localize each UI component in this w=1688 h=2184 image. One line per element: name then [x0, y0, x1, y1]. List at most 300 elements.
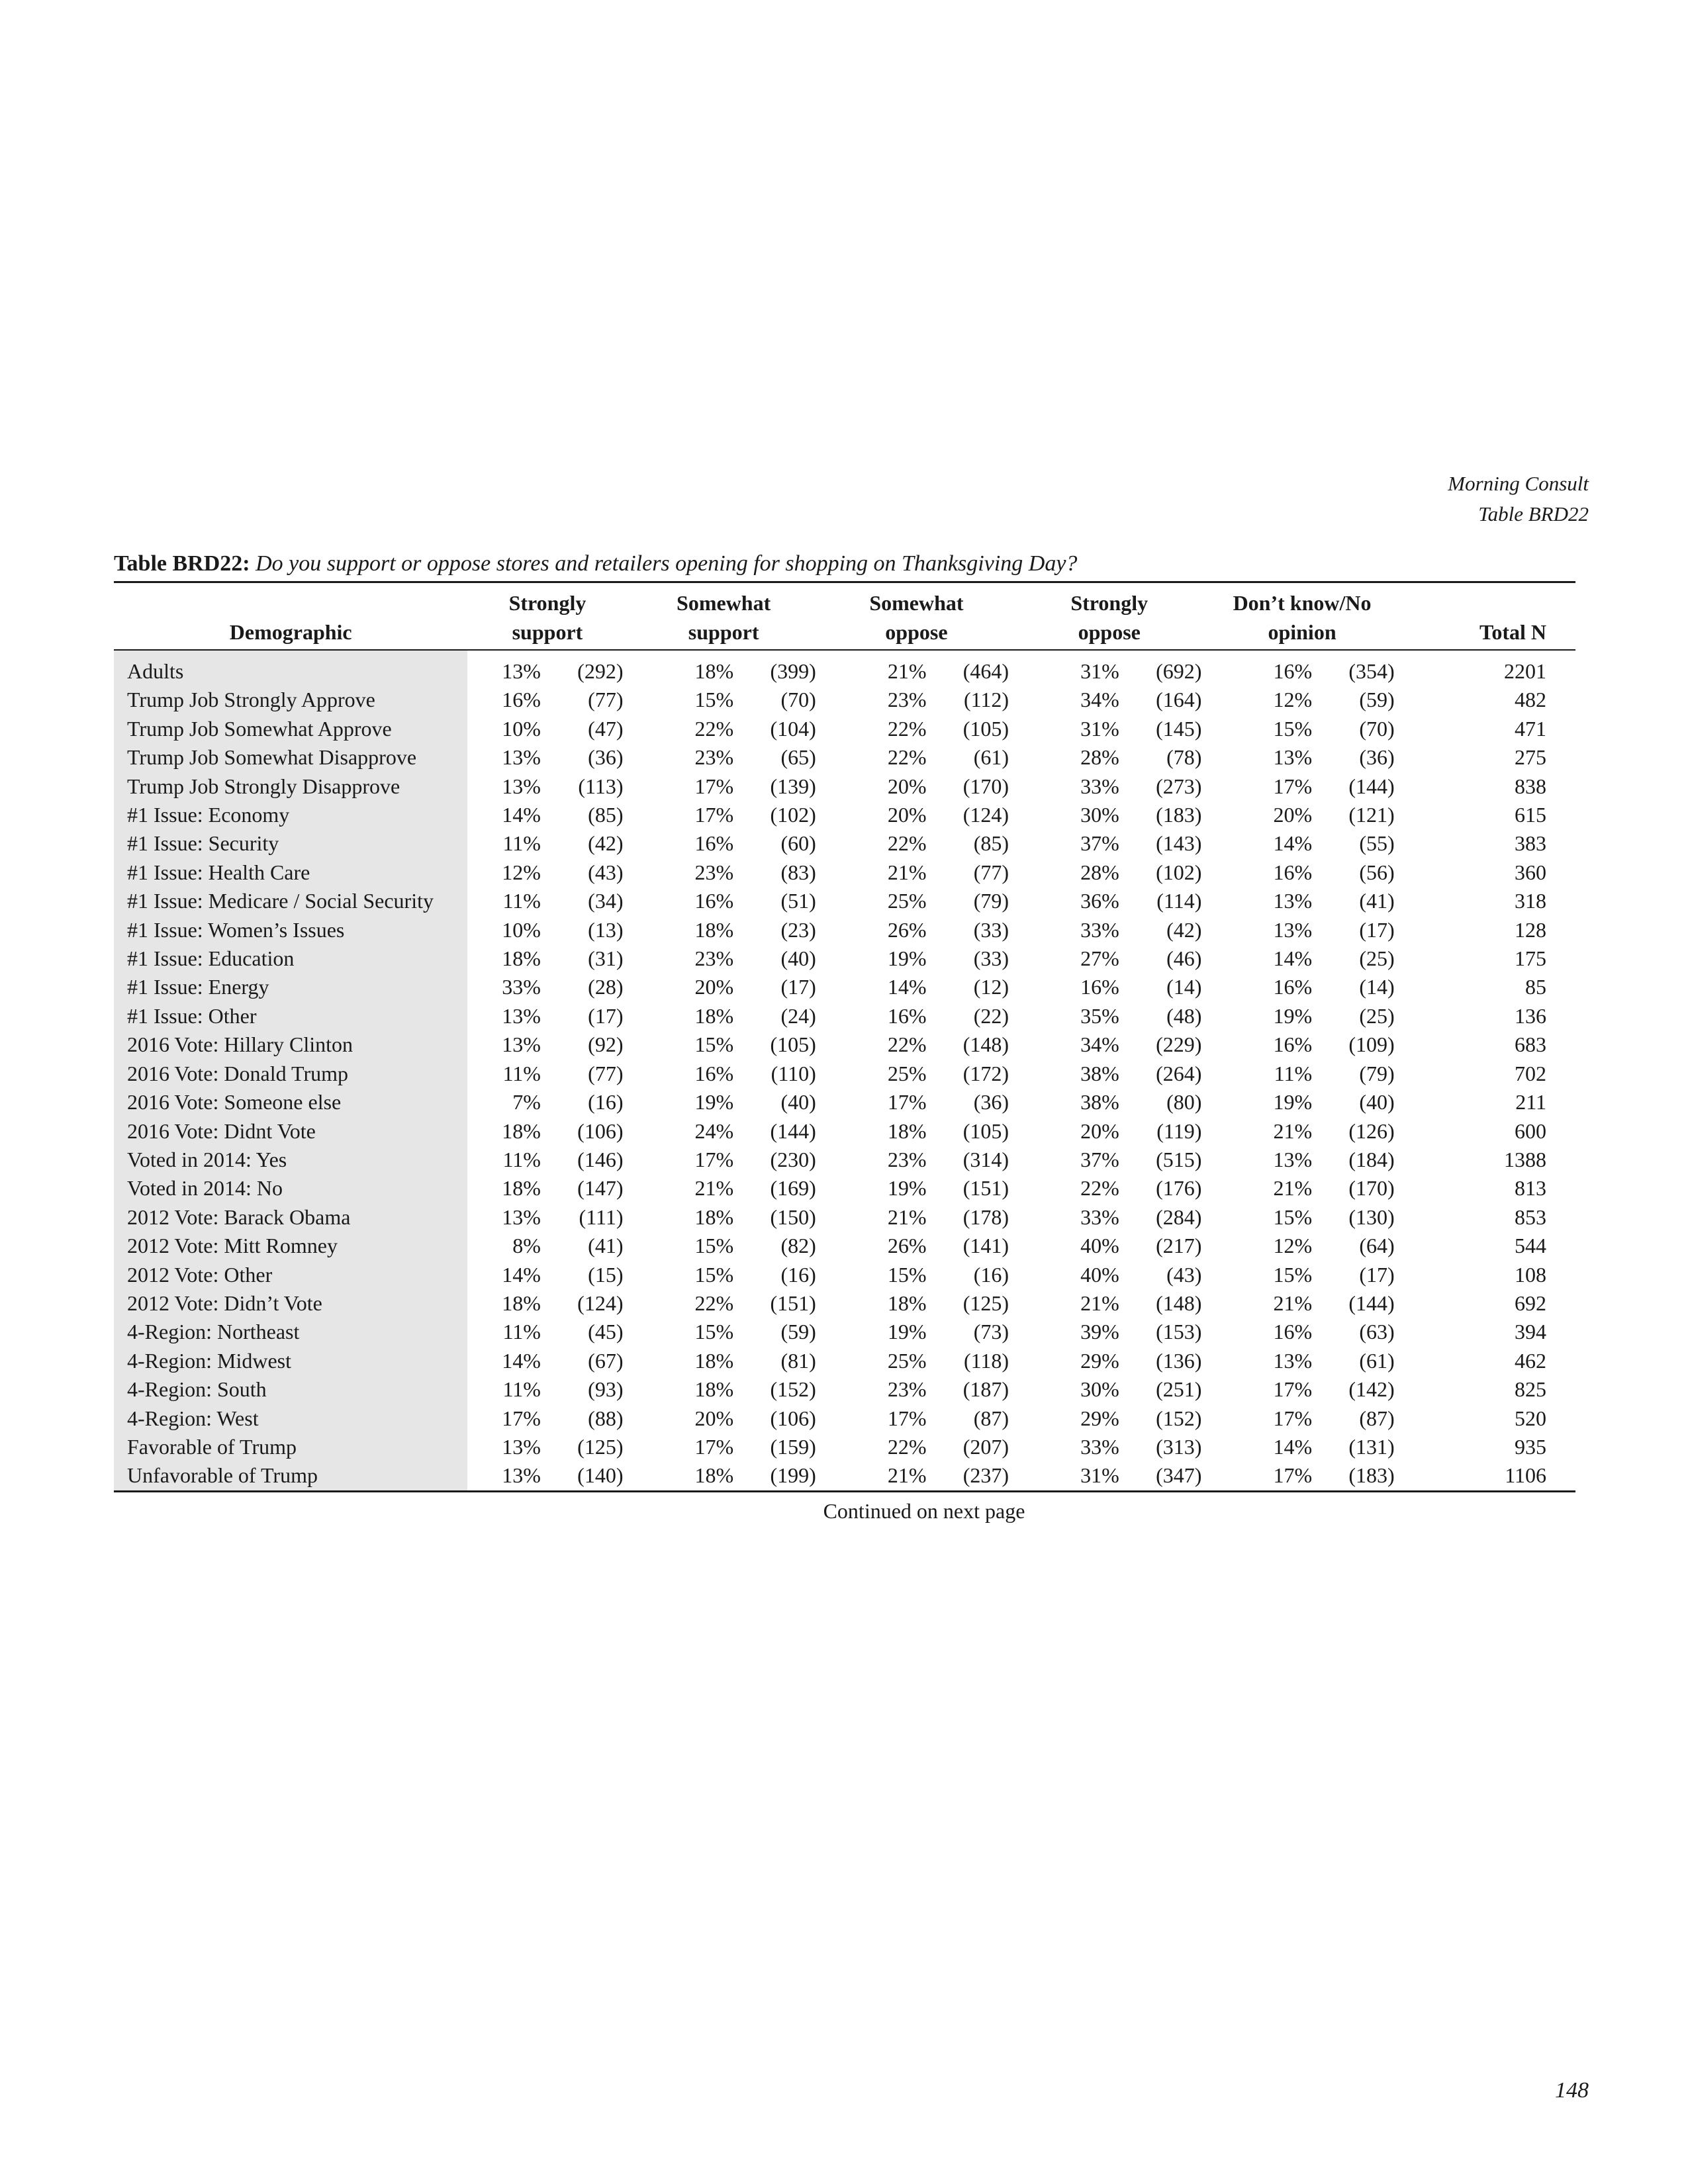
cell-percent: 15%: [887, 1262, 927, 1287]
row-demographic: #1 Issue: Energy: [114, 973, 467, 1001]
cell-percent: 29%: [1080, 1348, 1119, 1373]
cell-percent: 18%: [502, 1118, 541, 1143]
table-row: [114, 1318, 1575, 1346]
cell-count: (106): [577, 1118, 624, 1143]
cell-percent: 15%: [694, 688, 734, 712]
row-demographic: Unfavorable of Trump: [114, 1461, 467, 1491]
cell-total-n: 275: [1515, 745, 1546, 770]
col-header-demographic: Demographic: [114, 583, 467, 650]
table-row: [114, 1461, 1575, 1491]
cell-percent: 13%: [502, 774, 541, 798]
table-row: [114, 1232, 1575, 1260]
cell-percent: 18%: [502, 1291, 541, 1315]
cell-count: (105): [770, 1032, 816, 1057]
row-demographic: Trump Job Strongly Disapprove: [114, 772, 467, 801]
cell-percent: 13%: [502, 1003, 541, 1028]
cell-percent: 13%: [502, 1032, 541, 1057]
cell-count: (77): [588, 688, 624, 712]
cell-count: (121): [1348, 803, 1395, 827]
table-row: [114, 686, 1575, 714]
table-row: [114, 944, 1575, 973]
cell-count: (692): [1156, 659, 1202, 683]
cell-percent: 34%: [1080, 688, 1119, 712]
row-demographic: #1 Issue: Economy: [114, 801, 467, 829]
cell-count: (131): [1348, 1434, 1395, 1459]
table-row: [114, 858, 1575, 887]
col-header-total-n: Total N: [1399, 583, 1575, 650]
cell-count: (17): [1359, 917, 1395, 942]
cell-count: (105): [962, 716, 1009, 741]
cell-count: (79): [1359, 1061, 1395, 1085]
row-demographic: 2012 Vote: Didn’t Vote: [114, 1289, 467, 1318]
cell-count: (199): [770, 1463, 816, 1488]
cell-percent: 26%: [887, 1234, 927, 1258]
cell-percent: 17%: [694, 803, 734, 827]
cell-percent: 18%: [694, 1205, 734, 1229]
row-demographic: 2016 Vote: Someone else: [114, 1088, 467, 1116]
cell-count: (81): [780, 1348, 816, 1373]
row-demographic: 2012 Vote: Other: [114, 1261, 467, 1289]
cell-percent: 15%: [694, 1262, 734, 1287]
table-row: [114, 887, 1575, 915]
cell-count: (48): [1166, 1003, 1202, 1028]
table-container: [114, 549, 1575, 1524]
row-demographic: 2012 Vote: Mitt Romney: [114, 1232, 467, 1260]
cell-percent: 12%: [1273, 688, 1313, 712]
cell-percent: 36%: [1080, 889, 1119, 913]
cell-percent: 17%: [694, 774, 734, 798]
cell-count: (33): [973, 917, 1009, 942]
cell-count: (184): [1348, 1147, 1395, 1171]
cell-count: (85): [588, 803, 624, 827]
cell-percent: 37%: [1080, 831, 1119, 856]
cell-count: (41): [588, 1234, 624, 1258]
row-demographic: Trump Job Strongly Approve: [114, 686, 467, 714]
cell-percent: 38%: [1080, 1090, 1119, 1115]
cell-count: (112): [963, 688, 1009, 712]
cell-total-n: 600: [1515, 1118, 1546, 1143]
cell-total-n: 482: [1515, 688, 1546, 712]
cell-percent: 17%: [694, 1147, 734, 1171]
cell-count: (40): [1359, 1090, 1395, 1115]
cell-count: (144): [770, 1118, 816, 1143]
cell-percent: 23%: [887, 688, 927, 712]
cell-percent: 10%: [502, 917, 541, 942]
cell-count: (93): [588, 1377, 624, 1402]
cell-percent: 20%: [694, 975, 734, 999]
cell-percent: 18%: [694, 1003, 734, 1028]
cell-count: (347): [1156, 1463, 1202, 1488]
cell-count: (151): [962, 1176, 1009, 1201]
cell-percent: 20%: [887, 803, 927, 827]
cell-percent: 27%: [1080, 946, 1119, 971]
cell-total-n: 702: [1515, 1061, 1546, 1085]
cell-percent: 15%: [694, 1234, 734, 1258]
cell-count: (36): [588, 745, 624, 770]
table-header-row: [114, 583, 1575, 650]
cell-count: (172): [962, 1061, 1009, 1085]
cell-percent: 13%: [1273, 917, 1313, 942]
row-demographic: #1 Issue: Women’s Issues: [114, 916, 467, 944]
cell-percent: 30%: [1080, 1377, 1119, 1402]
cell-total-n: 692: [1515, 1291, 1546, 1315]
table-row: [114, 1404, 1575, 1433]
cell-count: (207): [962, 1434, 1009, 1459]
page-number: 148: [1555, 2078, 1589, 2103]
cell-percent: 14%: [1273, 831, 1313, 856]
cell-percent: 20%: [694, 1406, 734, 1430]
cell-percent: 16%: [502, 688, 541, 712]
cell-percent: 21%: [1273, 1176, 1313, 1201]
cell-percent: 14%: [887, 975, 927, 999]
row-demographic: 4-Region: South: [114, 1375, 467, 1404]
cell-total-n: 520: [1515, 1406, 1546, 1430]
table-row: [114, 1146, 1575, 1174]
cell-count: (178): [962, 1205, 1009, 1229]
cell-total-n: 211: [1515, 1090, 1546, 1115]
cell-count: (237): [962, 1463, 1009, 1488]
cell-count: (65): [780, 745, 816, 770]
cell-total-n: 471: [1515, 716, 1546, 741]
cell-count: (145): [1156, 716, 1202, 741]
cell-percent: 35%: [1080, 1003, 1119, 1028]
cell-count: (61): [973, 745, 1009, 770]
cell-total-n: 838: [1515, 774, 1546, 798]
cell-percent: 19%: [1273, 1003, 1313, 1028]
table-row: [114, 743, 1575, 772]
cell-percent: 40%: [1080, 1234, 1119, 1258]
cell-count: (64): [1359, 1234, 1395, 1258]
cell-count: (170): [962, 774, 1009, 798]
cell-percent: 22%: [887, 716, 927, 741]
cell-percent: 33%: [1080, 1205, 1119, 1229]
crosstab-table: [114, 581, 1575, 1492]
cell-count: (150): [770, 1205, 816, 1229]
cell-percent: 21%: [1273, 1118, 1313, 1143]
cell-count: (148): [962, 1032, 1009, 1057]
cell-total-n: 544: [1515, 1234, 1546, 1258]
cell-count: (24): [780, 1003, 816, 1028]
table-row: [114, 1203, 1575, 1232]
cell-count: (70): [1359, 716, 1395, 741]
cell-count: (16): [973, 1262, 1009, 1287]
cell-percent: 37%: [1080, 1147, 1119, 1171]
cell-count: (82): [780, 1234, 816, 1258]
cell-count: (141): [962, 1234, 1009, 1258]
cell-percent: 16%: [887, 1003, 927, 1028]
cell-count: (118): [963, 1348, 1009, 1373]
cell-percent: 16%: [694, 831, 734, 856]
table-row: [114, 1060, 1575, 1088]
cell-percent: 19%: [694, 1090, 734, 1115]
col-header-strongly-support: Strongly support: [467, 583, 627, 650]
cell-percent: 22%: [887, 1434, 927, 1459]
cell-count: (87): [973, 1406, 1009, 1430]
cell-count: (147): [577, 1176, 624, 1201]
table-row: [114, 801, 1575, 829]
cell-count: (13): [588, 917, 624, 942]
cell-percent: 13%: [1273, 1147, 1313, 1171]
cell-percent: 31%: [1080, 716, 1119, 741]
cell-count: (45): [588, 1320, 624, 1344]
header-org: Morning Consult: [1448, 472, 1589, 495]
table-row: [114, 1088, 1575, 1116]
cell-count: (12): [973, 975, 1009, 999]
cell-count: (79): [973, 889, 1009, 913]
cell-total-n: 683: [1515, 1032, 1546, 1057]
table-row: [114, 973, 1575, 1001]
cell-percent: 19%: [887, 1320, 927, 1344]
cell-percent: 15%: [694, 1320, 734, 1344]
cell-percent: 19%: [887, 1176, 927, 1201]
cell-percent: 21%: [887, 860, 927, 884]
cell-percent: 23%: [887, 1147, 927, 1171]
cell-count: (140): [577, 1463, 624, 1488]
cell-count: (125): [577, 1434, 624, 1459]
row-demographic: #1 Issue: Medicare / Social Security: [114, 887, 467, 915]
cell-count: (102): [770, 803, 816, 827]
cell-count: (124): [577, 1291, 624, 1315]
cell-percent: 15%: [1273, 1262, 1313, 1287]
cell-percent: 23%: [694, 860, 734, 884]
cell-percent: 29%: [1080, 1406, 1119, 1430]
cell-percent: 16%: [1080, 975, 1119, 999]
cell-count: (60): [780, 831, 816, 856]
cell-percent: 16%: [1273, 975, 1313, 999]
cell-percent: 13%: [502, 1463, 541, 1488]
cell-count: (25): [1359, 1003, 1395, 1028]
cell-count: (146): [577, 1147, 624, 1171]
cell-percent: 18%: [694, 917, 734, 942]
cell-count: (17): [1359, 1262, 1395, 1287]
cell-percent: 30%: [1080, 803, 1119, 827]
cell-percent: 21%: [887, 1205, 927, 1229]
cell-percent: 16%: [1273, 860, 1313, 884]
cell-count: (88): [588, 1406, 624, 1430]
cell-total-n: 2201: [1504, 659, 1546, 683]
cell-percent: 11%: [502, 889, 541, 913]
cell-percent: 24%: [694, 1118, 734, 1143]
header-table-ref: Table BRD22: [1478, 502, 1589, 525]
cell-percent: 14%: [1273, 946, 1313, 971]
table-title: [114, 549, 1575, 578]
cell-count: (152): [1156, 1406, 1202, 1430]
table-row: [114, 1030, 1575, 1059]
cell-count: (159): [770, 1434, 816, 1459]
cell-count: (33): [973, 946, 1009, 971]
row-demographic: #1 Issue: Security: [114, 829, 467, 858]
table-row: [114, 1261, 1575, 1289]
cell-percent: 18%: [502, 946, 541, 971]
cell-count: (144): [1348, 774, 1395, 798]
cell-percent: 11%: [502, 1377, 541, 1402]
cell-percent: 22%: [887, 745, 927, 770]
cell-count: (87): [1359, 1406, 1395, 1430]
cell-count: (169): [770, 1176, 816, 1201]
cell-count: (36): [1359, 745, 1395, 770]
cell-count: (22): [973, 1003, 1009, 1028]
row-demographic: 4-Region: Northeast: [114, 1318, 467, 1346]
cell-percent: 33%: [1080, 917, 1119, 942]
cell-count: (61): [1359, 1348, 1395, 1373]
table-row: [114, 1347, 1575, 1375]
table-row: [114, 1117, 1575, 1146]
cell-count: (264): [1156, 1061, 1202, 1085]
row-demographic: Trump Job Somewhat Disapprove: [114, 743, 467, 772]
cell-percent: 21%: [887, 659, 927, 683]
cell-total-n: 462: [1515, 1348, 1546, 1373]
cell-percent: 33%: [1080, 774, 1119, 798]
cell-count: (59): [780, 1320, 816, 1344]
cell-total-n: 136: [1515, 1003, 1546, 1028]
cell-percent: 17%: [1273, 1377, 1313, 1402]
row-demographic: Favorable of Trump: [114, 1433, 467, 1461]
cell-percent: 16%: [1273, 659, 1313, 683]
cell-percent: 13%: [502, 1205, 541, 1229]
cell-percent: 26%: [887, 917, 927, 942]
cell-count: (40): [780, 1090, 816, 1115]
cell-percent: 17%: [502, 1406, 541, 1430]
cell-count: (119): [1156, 1118, 1202, 1143]
cell-total-n: 615: [1515, 803, 1546, 827]
cell-percent: 20%: [1273, 803, 1313, 827]
table-row: [114, 657, 1575, 686]
cell-percent: 40%: [1080, 1262, 1119, 1287]
row-demographic: 2016 Vote: Didnt Vote: [114, 1117, 467, 1146]
table-row: [114, 715, 1575, 743]
cell-percent: 22%: [887, 1032, 927, 1057]
cell-count: (314): [962, 1147, 1009, 1171]
cell-percent: 25%: [887, 1061, 927, 1085]
cell-count: (113): [578, 774, 624, 798]
table-label: Table BRD22:: [114, 551, 250, 576]
cell-count: (124): [962, 803, 1009, 827]
cell-count: (105): [962, 1118, 1009, 1143]
cell-percent: 39%: [1080, 1320, 1119, 1344]
cell-percent: 15%: [1273, 716, 1313, 741]
cell-count: (47): [588, 716, 624, 741]
cell-percent: 18%: [887, 1291, 927, 1315]
row-demographic: 2016 Vote: Donald Trump: [114, 1060, 467, 1088]
table-question: Do you support or oppose stores and retailers opening for shopping on Thanksgiving Day?: [256, 551, 1078, 576]
cell-count: (25): [1359, 946, 1395, 971]
cell-count: (144): [1348, 1291, 1395, 1315]
cell-percent: 17%: [1273, 1406, 1313, 1430]
cell-count: (36): [973, 1090, 1009, 1115]
cell-count: (46): [1166, 946, 1202, 971]
cell-percent: 11%: [1274, 1061, 1313, 1085]
row-demographic: Voted in 2014: Yes: [114, 1146, 467, 1174]
cell-percent: 21%: [1080, 1291, 1119, 1315]
row-demographic: Adults: [114, 657, 467, 686]
cell-total-n: 85: [1525, 975, 1546, 999]
cell-count: (14): [1166, 975, 1202, 999]
cell-count: (464): [962, 659, 1009, 683]
col-header-strongly-oppose: Strongly oppose: [1013, 583, 1205, 650]
row-demographic: Trump Job Somewhat Approve: [114, 715, 467, 743]
cell-percent: 8%: [512, 1234, 541, 1258]
cell-count: (51): [780, 889, 816, 913]
cell-count: (136): [1156, 1348, 1202, 1373]
cell-percent: 13%: [502, 745, 541, 770]
cell-percent: 33%: [1080, 1434, 1119, 1459]
cell-percent: 20%: [887, 774, 927, 798]
cell-percent: 34%: [1080, 1032, 1119, 1057]
cell-percent: 25%: [887, 1348, 927, 1373]
cell-count: (142): [1348, 1377, 1395, 1402]
cell-count: (229): [1156, 1032, 1202, 1057]
cell-total-n: 318: [1515, 889, 1546, 913]
cell-percent: 23%: [887, 1377, 927, 1402]
cell-total-n: 108: [1515, 1262, 1546, 1287]
row-demographic: 2016 Vote: Hillary Clinton: [114, 1030, 467, 1059]
cell-count: (70): [780, 688, 816, 712]
table-row: [114, 772, 1575, 801]
cell-count: (80): [1166, 1090, 1202, 1115]
cell-percent: 18%: [694, 1377, 734, 1402]
cell-percent: 18%: [694, 659, 734, 683]
row-demographic: 2012 Vote: Barack Obama: [114, 1203, 467, 1232]
cell-count: (42): [588, 831, 624, 856]
cell-count: (152): [770, 1377, 816, 1402]
cell-count: (17): [588, 1003, 624, 1028]
cell-count: (217): [1156, 1234, 1202, 1258]
cell-count: (126): [1348, 1118, 1395, 1143]
cell-percent: 16%: [694, 1061, 734, 1085]
cell-count: (110): [771, 1061, 816, 1085]
cell-percent: 20%: [1080, 1118, 1119, 1143]
cell-percent: 17%: [887, 1090, 927, 1115]
cell-percent: 18%: [887, 1118, 927, 1143]
cell-count: (85): [973, 831, 1009, 856]
cell-percent: 11%: [502, 1147, 541, 1171]
cell-count: (176): [1156, 1176, 1202, 1201]
cell-total-n: 935: [1515, 1434, 1546, 1459]
cell-total-n: 394: [1515, 1320, 1546, 1344]
cell-percent: 22%: [1080, 1176, 1119, 1201]
cell-count: (15): [588, 1262, 624, 1287]
cell-percent: 22%: [887, 831, 927, 856]
cell-percent: 38%: [1080, 1061, 1119, 1085]
cell-percent: 13%: [502, 659, 541, 683]
cell-percent: 23%: [694, 745, 734, 770]
cell-total-n: 175: [1515, 946, 1546, 971]
cell-count: (43): [1166, 1262, 1202, 1287]
cell-count: (40): [780, 946, 816, 971]
cell-count: (292): [577, 659, 624, 683]
cell-count: (164): [1156, 688, 1202, 712]
cell-count: (16): [588, 1090, 624, 1115]
cell-percent: 28%: [1080, 745, 1119, 770]
cell-count: (63): [1359, 1320, 1395, 1344]
cell-count: (143): [1156, 831, 1202, 856]
cell-count: (102): [1156, 860, 1202, 884]
table-row: [114, 1002, 1575, 1030]
cell-percent: 11%: [502, 1061, 541, 1085]
cell-percent: 14%: [502, 1348, 541, 1373]
cell-percent: 33%: [502, 975, 541, 999]
row-demographic: 4-Region: Midwest: [114, 1347, 467, 1375]
cell-count: (151): [770, 1291, 816, 1315]
cell-count: (170): [1348, 1176, 1395, 1201]
cell-percent: 16%: [1273, 1320, 1313, 1344]
cell-count: (14): [1359, 975, 1395, 999]
cell-count: (273): [1156, 774, 1202, 798]
cell-percent: 12%: [1273, 1234, 1313, 1258]
cell-count: (106): [770, 1406, 816, 1430]
table-row: [114, 1375, 1575, 1404]
cell-count: (34): [588, 889, 624, 913]
